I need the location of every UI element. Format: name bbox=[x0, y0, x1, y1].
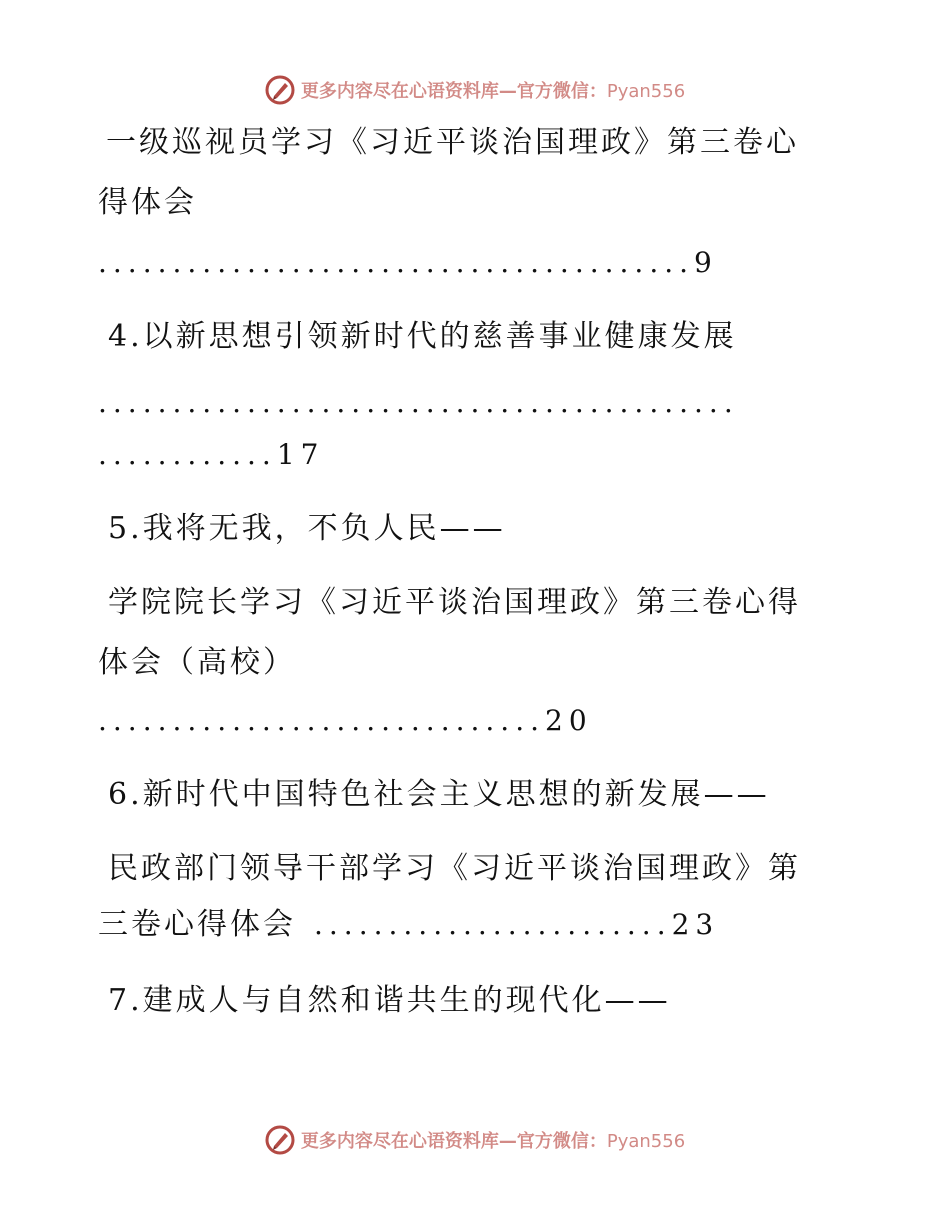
header-watermark-text: 更多内容尽在心语资料库—官方微信：Pyan556 bbox=[300, 81, 686, 102]
toc-entry7-title: 7.建成人与自然和谐共生的现代化—— bbox=[108, 983, 671, 1018]
footer-watermark-text: 更多内容尽在心语资料库—官方微信：Pyan556 bbox=[300, 1131, 686, 1152]
toc-entry4-title: 4.以新思想引领新时代的慈善事业健康发展 bbox=[108, 319, 737, 354]
toc-entry6-line2: 三卷心得体会 ........................23 bbox=[98, 907, 720, 942]
toc-entry4-leader1: ........................................... bbox=[98, 386, 739, 419]
toc-entry5-title: 5.我将无我，不负人民—— bbox=[108, 511, 506, 546]
header-watermark bbox=[0, 70, 950, 110]
pen-logo-icon bbox=[265, 1125, 295, 1155]
toc-entry6-leader: ........................23 bbox=[314, 908, 720, 941]
toc-entry6-line1: 民政部门领导干部学习《习近平谈治国理政》第 bbox=[108, 851, 801, 886]
toc-entry5-line2: 体会（高校） bbox=[98, 645, 296, 680]
toc-entry4-page: 17 bbox=[276, 438, 325, 471]
toc-entry5-page: 20 bbox=[545, 704, 593, 737]
toc-entry5-line1: 学院院长学习《习近平谈治国理政》第三卷心得 bbox=[108, 585, 801, 620]
pen-logo-icon bbox=[265, 75, 295, 105]
toc-entry6-page: 23 bbox=[671, 908, 720, 941]
toc-entry6-title: 6.新时代中国特色社会主义思想的新发展—— bbox=[108, 777, 770, 812]
toc-entry3-page: 9 bbox=[694, 246, 718, 279]
footer-watermark bbox=[0, 1120, 950, 1160]
toc-entry4-leader2: ............17 bbox=[98, 438, 325, 471]
toc-entry5-leader: ..............................20 bbox=[98, 704, 593, 737]
toc-entry3-leader: ........................................9 bbox=[98, 246, 718, 279]
toc-entry3-line2: 得体会 bbox=[98, 185, 197, 220]
toc-entry3-line1: 一级巡视员学习《习近平谈治国理政》第三卷心 bbox=[106, 125, 799, 160]
